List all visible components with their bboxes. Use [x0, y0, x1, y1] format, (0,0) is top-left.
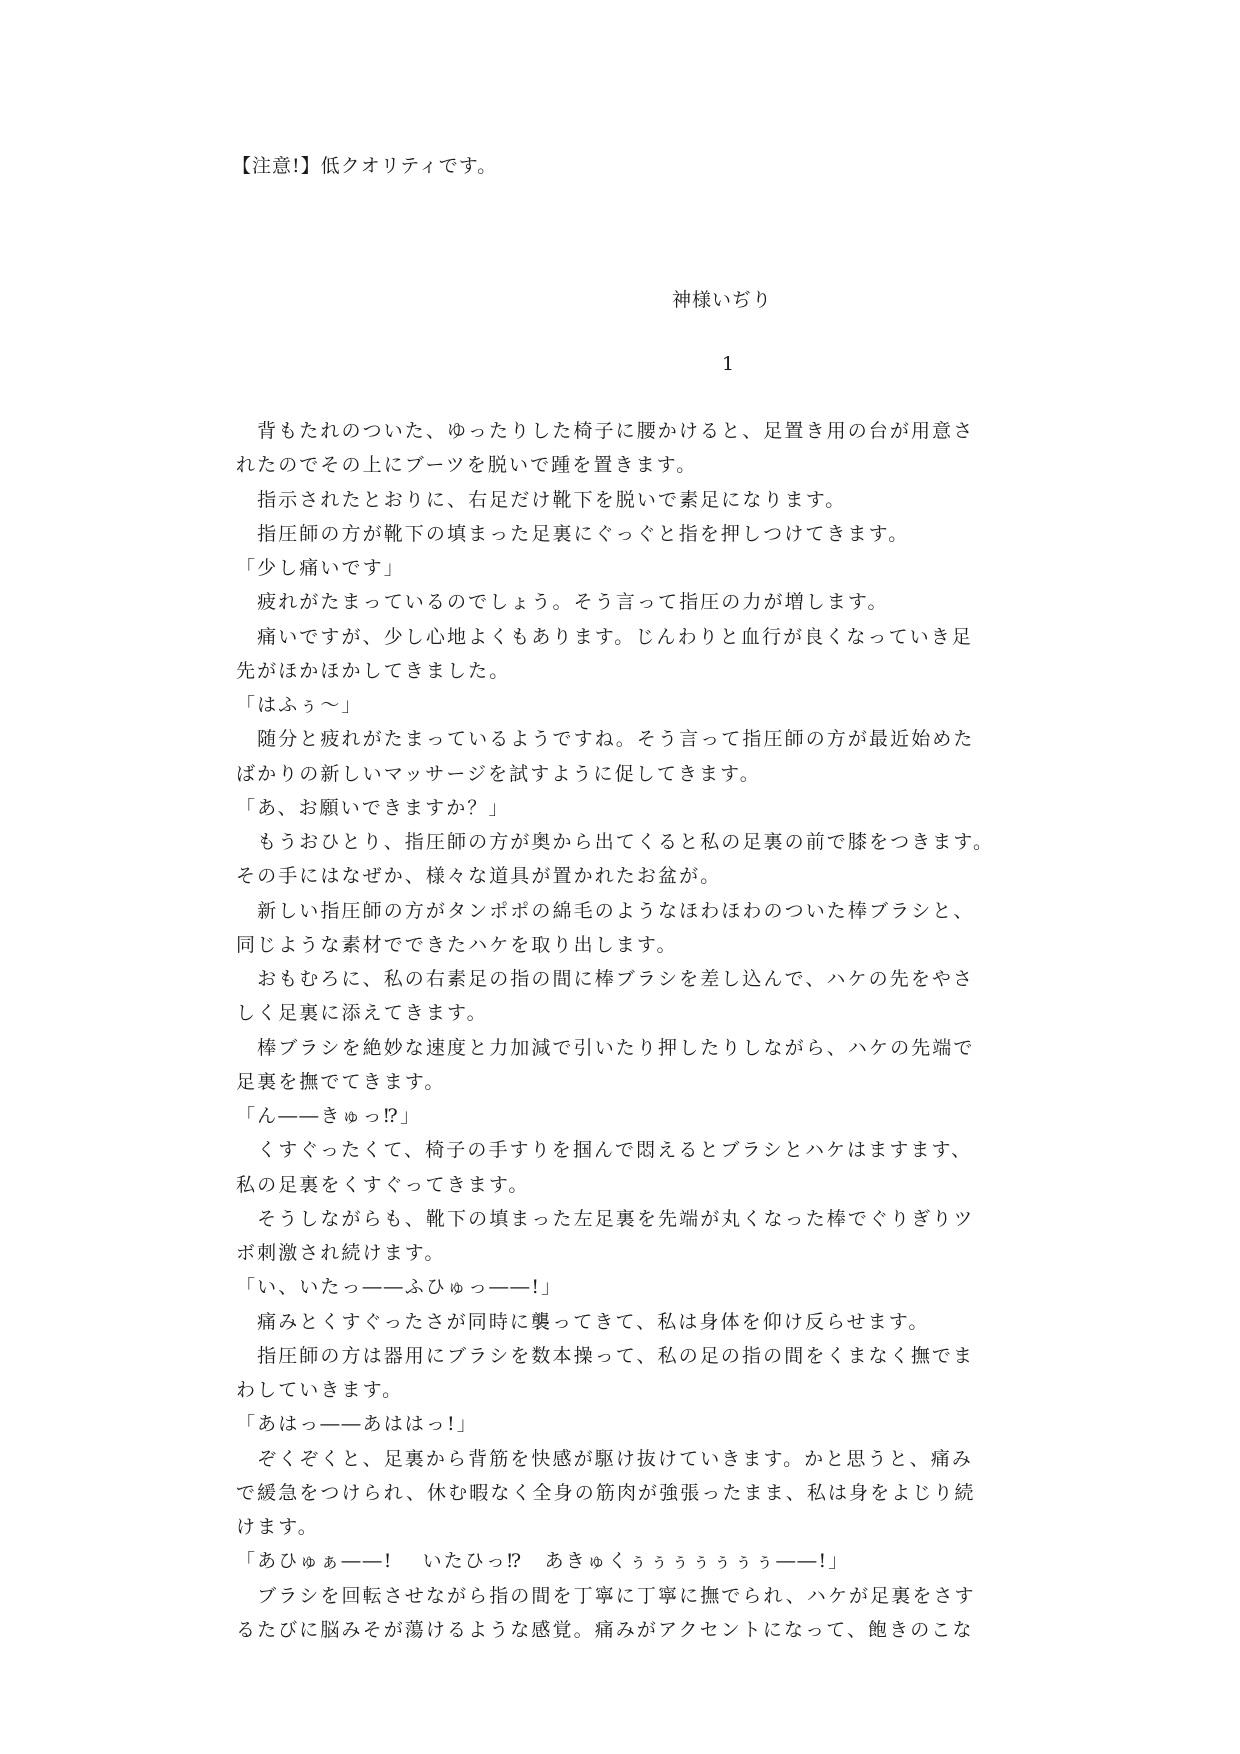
- story-body: [236, 414, 1016, 1647]
- text-line: おもむろに、私の右素足の指の間に棒ブラシを差し込んで、ハケの先をやさ: [236, 968, 975, 990]
- text-line: れたのでその上にブーツを脱いで踵を置きます。: [236, 454, 698, 477]
- text-line: 「あひゅぁ――! いたひっ⁉ あきゅくぅぅぅぅぅぅぅ――!」: [236, 1550, 850, 1573]
- text-line: しく足裏に添えてきます。: [236, 1002, 488, 1025]
- text-line: るたびに脳みそが蕩けるような感覚。痛みがアクセントになって、飽きのこな: [236, 1618, 974, 1641]
- text-line: 指圧師の方が靴下の填まった足裏にぐっぐと指を押しつけてきます。: [236, 522, 910, 545]
- text-line: で緩急をつけられ、休む暇なく全身の筋肉が強張ったまま、私は身をよじり続: [236, 1481, 976, 1504]
- text-line: ボ刺激され続けます。: [236, 1242, 446, 1264]
- chapter-number: 1: [722, 353, 735, 375]
- text-line: 「あはっ――あははっ!」: [236, 1413, 478, 1436]
- text-line: 足裏を撫でてきます。: [236, 1070, 446, 1093]
- text-line: 先がほかほかしてきました。: [236, 659, 511, 682]
- text-line: 指圧師の方は器用にブラシを数本操って、私の足の指の間をくまなく撫でま: [236, 1344, 975, 1367]
- text-line: 疲れがたまっているのでしょう。そう言って指圧の力が増します。: [236, 591, 889, 614]
- text-line: 背もたれのついた、ゆったりした椅子に腰かけると、足置き用の台が用意さ: [236, 420, 975, 442]
- quality-notice: 【注意!】低クオリティです。: [232, 155, 498, 177]
- text-line: そうしながらも、靴下の填まった左足裏を先端が丸くなった棒でぐりぎりツ: [236, 1207, 975, 1230]
- text-line: 痛みとくすぐったさが同時に襲ってきて、私は身体を仰け反らせます。: [236, 1310, 930, 1333]
- text-line: 新しい指圧師の方がタンポポの綿毛のようなほわほわのついた棒ブラシと、: [236, 899, 975, 922]
- text-line: 私の足裏をくすぐってきます。: [236, 1173, 530, 1196]
- text-line: ぞくぞくと、足裏から背筋を快感が駆け抜けていきます。かと思うと、痛み: [236, 1447, 973, 1470]
- text-line: ばかりの新しいマッサージを試すように促してきます。: [236, 762, 761, 785]
- text-line: ブラシを回転させながら指の間を丁寧に丁寧に撫でられ、ハケが足裏をさす: [236, 1584, 976, 1607]
- text-line: 「はふぅ～」: [236, 694, 363, 716]
- text-line: もうおひとり、指圧師の方が奥から出てくると私の足裏の前で膝をつきます。: [236, 831, 995, 853]
- text-line: 「ん――きゅっ⁉」: [236, 1105, 422, 1127]
- text-line: わしていきます。: [236, 1379, 404, 1401]
- text-line: その手にはなぜか、様々な道具が置かれたお盆が。: [236, 865, 722, 888]
- text-line: 棒ブラシを絶妙な速度と力加減で引いたり押したりしながら、ハケの先端で: [236, 1036, 975, 1059]
- text-line: 「い、いたっ――ふひゅっ――!」: [236, 1276, 563, 1299]
- story-title: 神様いぢり: [672, 289, 773, 311]
- text-line: けます。: [236, 1516, 319, 1538]
- text-line: 指示されたとおりに、右足だけ靴下を脱いで素足になります。: [236, 488, 847, 511]
- text-line: 「少し痛いです」: [236, 557, 405, 579]
- text-line: 同じような素材でできたハケを取り出します。: [236, 933, 678, 956]
- text-line: 痛いですが、少し心地よくもあります。じんわりと血行が良くなっていき足: [236, 625, 973, 648]
- text-line: 「あ、お願いできますか？」: [236, 796, 510, 819]
- text-line: くすぐったくて、椅子の手すりを掴んで悶えるとブラシとハケはますます、: [236, 1139, 973, 1162]
- text-line: 随分と疲れがたまっているようですね。そう言って指圧師の方が最近始めた: [236, 728, 975, 751]
